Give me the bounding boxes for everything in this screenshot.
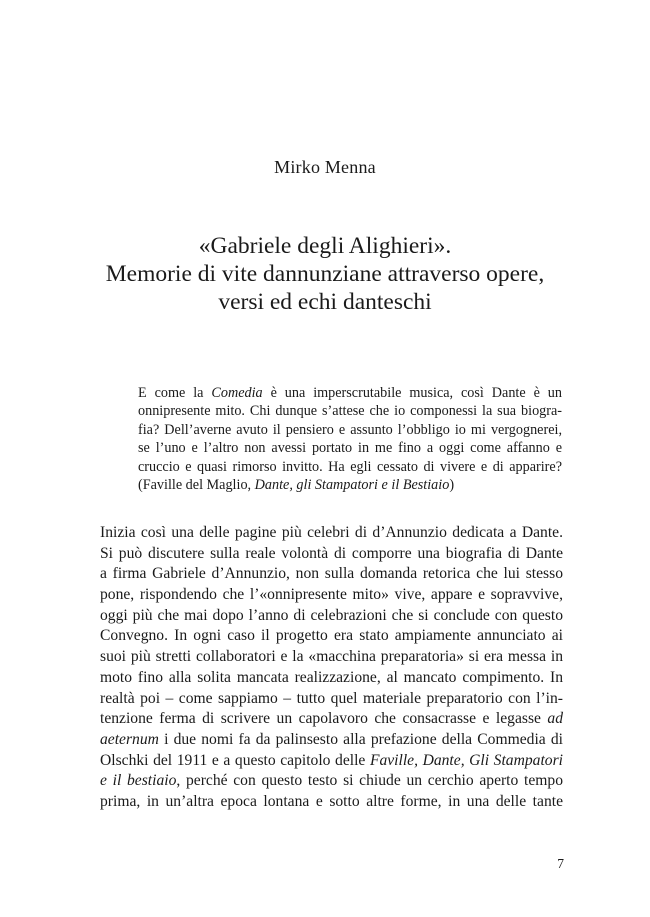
body-line: a firma Gabriele d’Annunzio, non sulla domanda retorica che lui stesso	[100, 565, 563, 583]
title-line-2: Memorie di vite dannunziane attraverso opere,	[105, 261, 545, 287]
epigraph-line: cruccio e quasi rimorso invitto. Ha egli cessato di vivere e di apparire?	[138, 458, 562, 475]
body-line: Convegno. In ogni caso il progetto era stato ampiamente annunciato ai	[100, 627, 563, 645]
title-line-1: «Gabriele degli Alighieri».	[198, 233, 452, 259]
epigraph-source: (Faville del Maglio, Dante, gli Stampatori e il Bestiaio)	[138, 476, 455, 493]
body-line: prima, in un’altra epoca lontana e sotto altre forme, in una delle tante	[100, 792, 563, 810]
body-line: Olschki del 1911 e a questo capitolo delle Faville, Dante, Gli Stampatori	[100, 751, 563, 769]
body-line: Si può discutere sulla reale volontà di comporre una biografia di Dante	[100, 544, 563, 562]
body-line: aeternum i due nomi fa da palinsesto alla prefazione della Commedia di	[100, 730, 563, 748]
body-line: e il bestiaio, perché con questo testo si chiude un cerchio aperto tempo	[100, 772, 563, 790]
article-title	[60, 232, 590, 316]
epigraph-line: se l’uno e l’altro non avessi portato in me fino a oggi come affanno e	[138, 440, 562, 457]
epigraph-line: onnipresente mito. Chi dunque s’attese che io componessi la sua biogra-	[138, 403, 562, 420]
title-line-3: versi ed echi danteschi	[218, 289, 432, 315]
epigraph-line: fia? Dell’averne avuto il pensiero e assunto l’obbligo io mi vergognerei,	[138, 421, 562, 438]
body-line: pone, rispondendo che l’«onnipresente mito» vive, appare e sopravvive,	[100, 586, 563, 604]
body-line: moto fino alla solita mancata realizzazione, al mancato compimento. In	[100, 668, 563, 686]
page-number: 7	[557, 856, 564, 871]
body-line: suoi più stretti collaboratori e la «macchina preparatoria» si era messa in	[100, 648, 563, 666]
epigraph-line: E come la Comedia è una imperscrutabile musica, così Dante è un	[138, 385, 562, 401]
body-text	[100, 523, 563, 813]
body-line: oggi più che mai dopo l’anno di celebrazioni che si conclude con questo	[100, 606, 563, 624]
epigraph-quote	[138, 384, 562, 494]
body-line: tenzione ferma di scrivere un capolavoro che consacrasse e legasse ad	[100, 710, 563, 728]
author-name: Mirko Menna	[274, 157, 376, 177]
body-line: Inizia così una delle pagine più celebri di d’Annunzio dedicata a Dante.	[100, 524, 563, 541]
body-line: realtà poi – come sappiamo – tutto quel materiale preparatorio con l’in-	[100, 689, 563, 707]
